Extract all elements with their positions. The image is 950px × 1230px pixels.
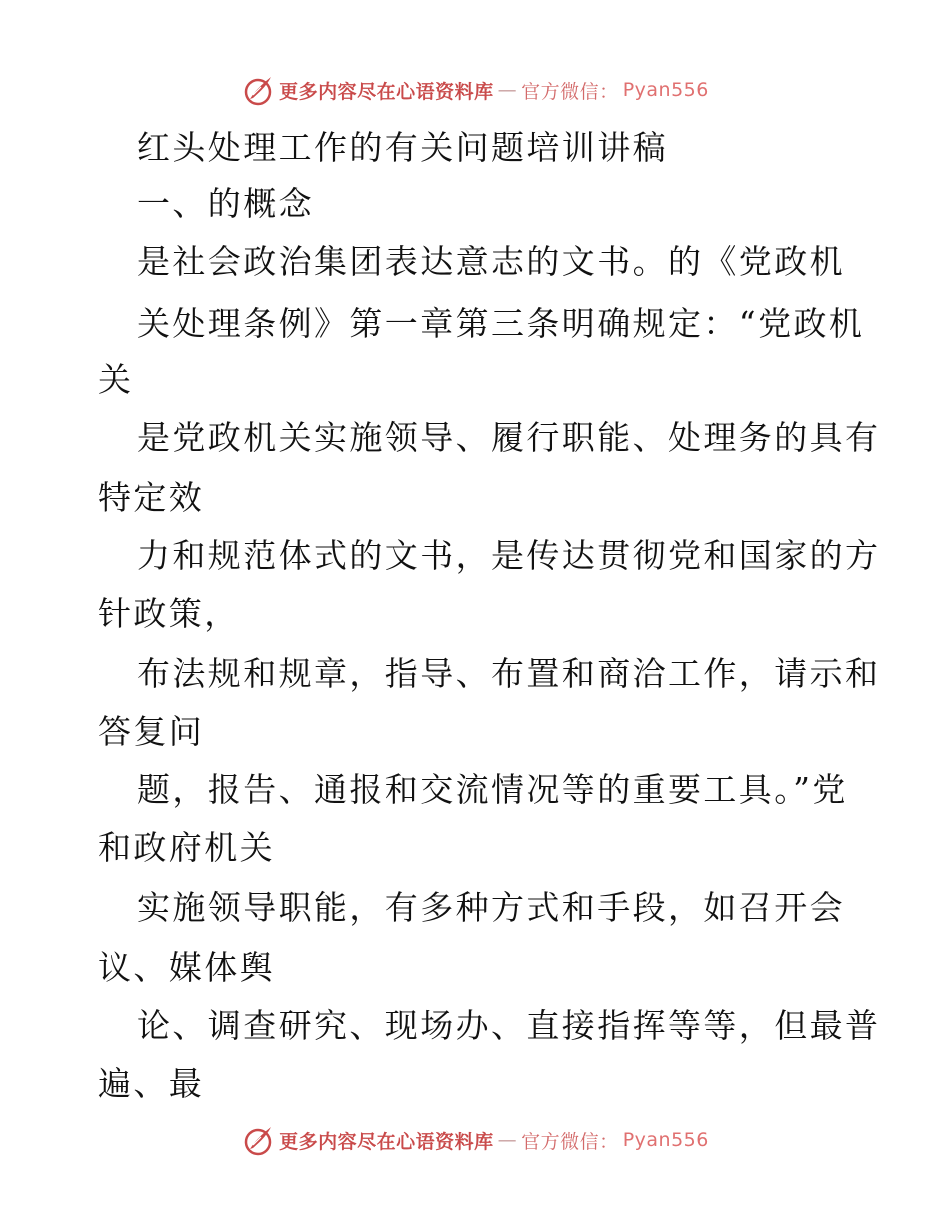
- body-line: 是党政机关实施领导、履行职能、处理务的具有: [137, 418, 881, 457]
- section-heading: 一、的概念: [137, 184, 314, 223]
- body-line: 遍、最: [98, 1064, 205, 1103]
- watermark-content: [241, 73, 709, 107]
- body-line: 关: [98, 360, 134, 399]
- watermark-wechat-id: Pyan556: [622, 79, 709, 101]
- watermark-brand: 更多内容尽在心语资料库: [279, 80, 494, 103]
- footer-watermark: [0, 1120, 950, 1160]
- quill-pen-logo-icon: [241, 1123, 275, 1157]
- body-line: 针政策，: [98, 594, 240, 633]
- body-line: 议、媒体舆: [98, 948, 275, 987]
- watermark-wechat-id: Pyan556: [622, 1129, 709, 1151]
- watermark-label: 官方微信：: [521, 1130, 619, 1153]
- body-line: 布法规和规章，指导、布置和商洽工作，请示和: [137, 654, 881, 693]
- body-line: 和政府机关: [98, 828, 275, 867]
- watermark-dash: —: [497, 1129, 518, 1151]
- body-line: 论、调查研究、现场办、直接指挥等等，但最普: [137, 1006, 881, 1045]
- watermark-brand: 更多内容尽在心语资料库: [279, 1130, 494, 1153]
- watermark-label: 官方微信：: [521, 80, 619, 103]
- watermark-content: [241, 1123, 709, 1157]
- body-line: 力和规范体式的文书，是传达贯彻党和国家的方: [137, 536, 881, 575]
- header-watermark: [0, 70, 950, 110]
- body-line: 特定效: [98, 478, 205, 517]
- quill-pen-logo-icon: [241, 73, 275, 107]
- body-line: 答复问: [98, 712, 205, 751]
- body-line: 关处理条例》第一章第三条明确规定：“党政机: [137, 304, 865, 343]
- body-line: 题，报告、通报和交流情况等的重要工具。”党: [137, 770, 848, 809]
- body-line: 是社会政治集团表达意志的文书。的《党政机: [137, 242, 845, 281]
- watermark-dash: —: [497, 79, 518, 101]
- document-title: 红头处理工作的有关问题培训讲稿: [137, 128, 668, 167]
- body-line: 实施领导职能，有多种方式和手段，如召开会: [137, 888, 845, 927]
